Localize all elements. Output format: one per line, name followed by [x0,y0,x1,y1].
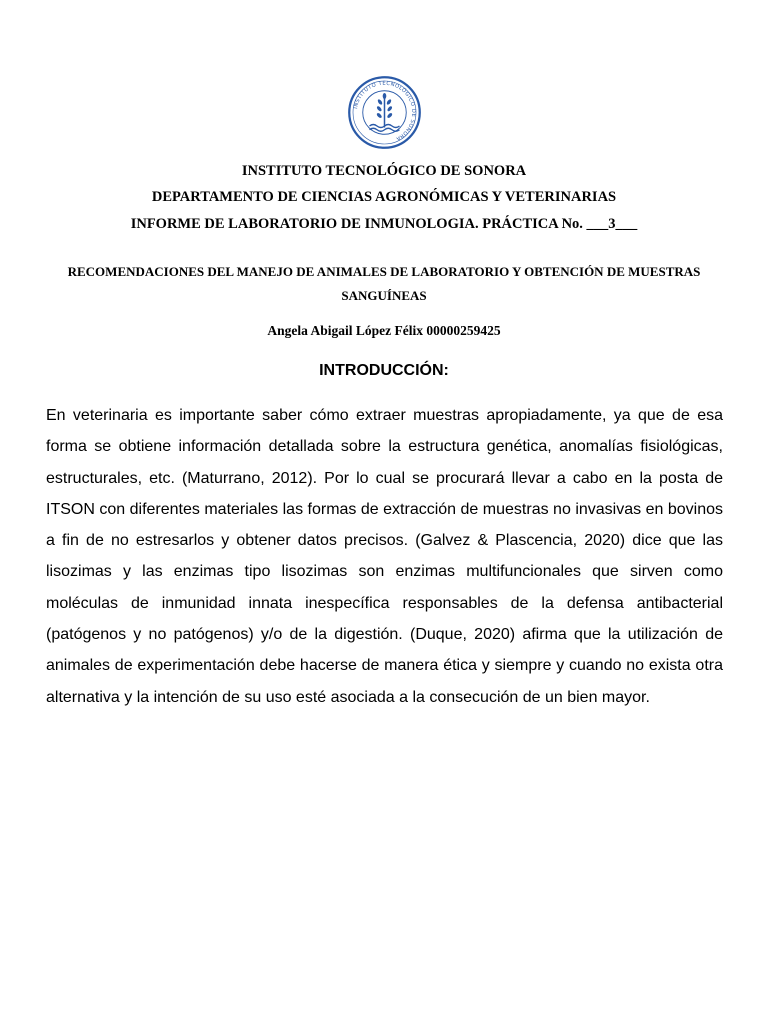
report-title: INFORME DE LABORATORIO DE INMUNOLOGIA. PRÁCTICA No. ___3___ [130,216,638,232]
author-line: Angela Abigail López Félix 00000259425 [267,323,501,338]
department-name: DEPARTAMENTO DE CIENCIAS AGRONÓMICAS Y VETERINARIAS [151,189,617,205]
section-heading: INTRODUCCIÓN: [319,362,449,379]
institution-name: INSTITUTO TECNOLÓGICO DE SONORA [241,163,527,179]
practice-title: RECOMENDACIONES DEL MANEJO DE ANIMALES DE LABORATORIO Y OBTENCIÓN DE MUESTRAS SANGUÍNEAS [67,264,701,303]
svg-text:INSTITUTO TECNOLÓGICO DE SONOR: INSTITUTO TECNOLÓGICO DE SONORA [353,80,417,142]
institution-seal-icon [347,75,422,150]
introduction-paragraph: En veterinaria es importante saber cómo extraer muestras apropiadamente, ya que de esa forma se obtiene información detallada sobre la estructura genética, anomalías fisiológicas, estructurales, etc. (Maturrano, 2012). Por lo cual se procurará llevar a cabo en la posta de ITSON con diferentes materiales las formas de extracción de muestras no invasivas en bovinos a fin de no estresarlos y obtener datos precisos. (Galvez & Plascencia, 2020) dice que las lisozimas y las enzimas tipo lisozimas son enzimas multifuncionales que sirven como moléculas de inmunidad innata inespecífica responsables de la defensa antibacterial (patógenos y no patógenos) y/o de la digestión. (Duque, 2020) afirma que la utilización de animales de experimentación debe hacerse de manera ética y siempre y cuando no exista otra alternativa y la intención de su uso esté asociada a la consecución de un bien mayor. [46,407,723,706]
